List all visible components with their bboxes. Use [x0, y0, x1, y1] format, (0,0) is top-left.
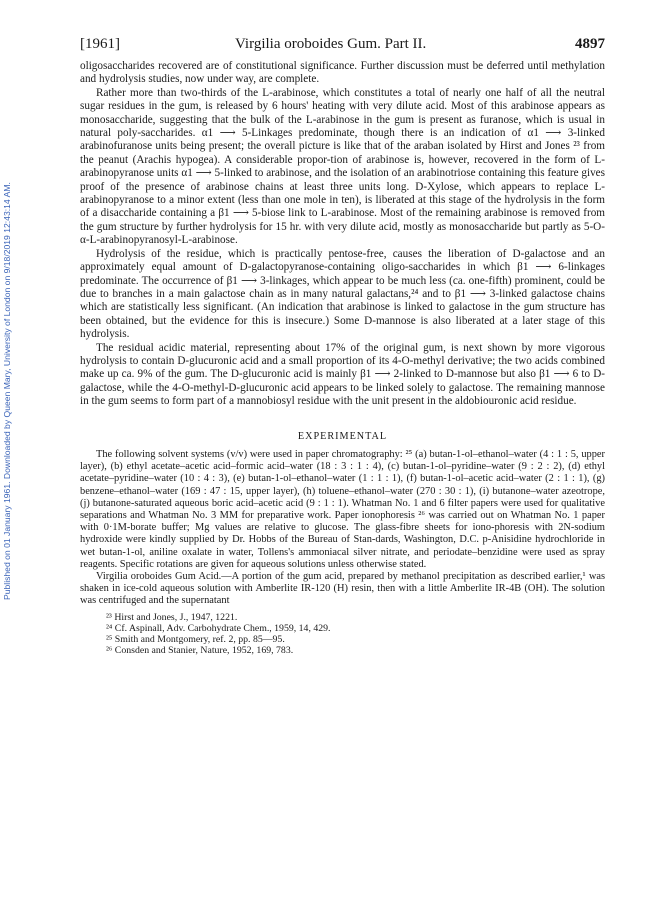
footnote: ²³ Hirst and Jones, J., 1947, 1221. [106, 611, 238, 623]
footnotes [80, 612, 605, 657]
paragraph: oligosaccharides recovered are of constitutional significance. Further discussion must be deferred until methylation and hydrolysis studies, now under way, are complete. [80, 60, 605, 86]
download-watermark-text: Published on 01 January 1961. Downloaded by Queen Mary, University of London on 9/18/2019 12:43:14 AM. [2, 182, 12, 600]
paragraph: Hydrolysis of the residue, which is practically pentose-free, causes the liberation of D-galactose and an approximately equal amount of D-galactopyranose-containing oligo-saccharides in which β1 ⟶ 6-linkages predominate. The occurrence of β1 ⟶ 3-linkages, which appear to be much less (ca. one-fifth) prominent, could be due to branches in a main galactose chain as in many natural galactans,²⁴ and to β1 ⟶ 3-linked galactose chains which are statistically less significant. (An indication that arabinose is linked to galactose in the gum structure has been obtained, but the evidence for this is insecure.) Some D-mannose is also liberated at a later stage of this hydrolysis. [80, 247, 605, 341]
download-watermark [0, 100, 14, 600]
running-title: Virgilia oroboides Gum. Part II. [235, 36, 427, 52]
paragraph: Rather more than two-thirds of the L-arabinose, which constitutes a total of nearly one half of all the neutral sugar residues in the gum, is released by 6 hours' heating with very dilute acid. Most of this arabinose appears as monosaccharide, suggesting that the bulk of the L-arabinose in the gum is present as furanose, which is usual in natural poly-saccharides. α1 ⟶ 5-Linkages predominate, though there is an indication of α1 ⟶ 3-linked arabinofuranose units being present; the overall picture is like that of the araban isolated by Hirst and Jones ²³ from the peanut (Arachis hypogea). A considerable propor-tion of arabinose is, however, recovered in the form of L-arabinopyranose units α1 ⟶ 5-linked to arabinose, and the isolation of an arabinotriose containing this feature gives proof of the presence of arabinose chains at least three units long. D-Xylose, which appears to replace L-arabinopyranose to a minor extent (less than one mole in ten), is liberated at this stage of the hydrolysis in the form of a disaccharide containing a β1 ⟶ 5-biose link to L-arabinose. Most of the remaining arabinose is removed from the gum structure by further hydrolysis for 15 hr. with very dilute acid, mostly as monosaccharide but partly as 5-O-α-L-arabinopyranosyl-L-arabinose. [80, 86, 605, 247]
footnote: ²⁵ Smith and Montgomery, ref. 2, pp. 85—95. [106, 634, 285, 646]
paragraph: The residual acidic material, representing about 17% of the original gum, is next shown by more vigorous hydrolysis to contain D-glucuronic acid and a small proportion of its 4-O-methyl derivative; the two acids combined make up ca. 9% of the gum. The D-glucuronic acid is mainly β1 ⟶ 2-linked to D-mannose but also β1 ⟶ 6 to D-galactose, while the 4-O-methyl-D-glucuronic acid appears to be linked solely to galactose. The remaining mannose in the gum seems to form part of a mannobiosyl residue with the unit present in the aldobiouronic acid residue. [80, 341, 605, 408]
section-title: EXPERIMENTAL [297, 430, 388, 442]
footnote: ²⁴ Cf. Aspinall, Adv. Carbohydrate Chem., 1959, 14, 429. [106, 622, 331, 634]
footnote: ²⁶ Consden and Stanier, Nature, 1952, 169, 783. [106, 645, 294, 657]
page-number: 4897 [575, 36, 605, 52]
paragraph: The following solvent systems (v/v) were used in paper chromatography: ²⁵ (a) butan-1-ol–ethanol–water (4 : 1 : 5, upper layer), (b) ethyl acetate–acetic acid–formic acid–water (18 : 3 : 1 : 4), (c) butan-1-ol–pyridine–water (9 : 2 : 2), (d) ethyl acetate–pyridine–water (10 : 4 : 3), (e) butan-1-ol–ethanol–water (1 : 1 : 1), (f) butan-1-ol–acetic acid–water (2 : 1 : 1), (g) benzene–ethanol–water (169 : 47 : 15, upper layer), (h) toluene–ethanol–water (270 : 30 : 1), (i) butanone–water azeotrope, (j) butanone-saturated aqueous boric acid–acetic acid (9 : 1 : 1). Whatman No. 1 and 6 filter papers were used for qualitative separations and Whatman No. 3 MM for preparative work. Paper ionophoresis ²⁶ was carried out on Whatman No. 1 paper with 0·1M-borate buffer; Mg values are relative to glucose. The glass-fibre sheets for iono-phoresis with 2N-sodium hydroxide were kindly supplied by Dr. Hobbs of the Bureau of Stan-dards, Washington, D.C. p-Anisidine hydrochloride in wet butan-1-ol, aniline oxalate in water, Tollens's ammoniacal silver nitrate, and periodate–benzidine were used as spray reagents. Specific rotations are given for aqueous solutions unless otherwise stated. [80, 448, 605, 570]
page-header [80, 36, 605, 56]
header-year: [1961] [80, 36, 120, 52]
paragraph: Virgilia oroboides Gum Acid.—A portion of the gum acid, prepared by methanol precipitation as described earlier,¹ was shaken in ice-cold aqueous solution with Amberlite IR-120 (H) resin, then with a little Amberlite IR-4B (OH). The solution was centrifuged and the supernatant [80, 571, 605, 607]
experimental-section [80, 449, 605, 608]
article-body [80, 60, 605, 656]
